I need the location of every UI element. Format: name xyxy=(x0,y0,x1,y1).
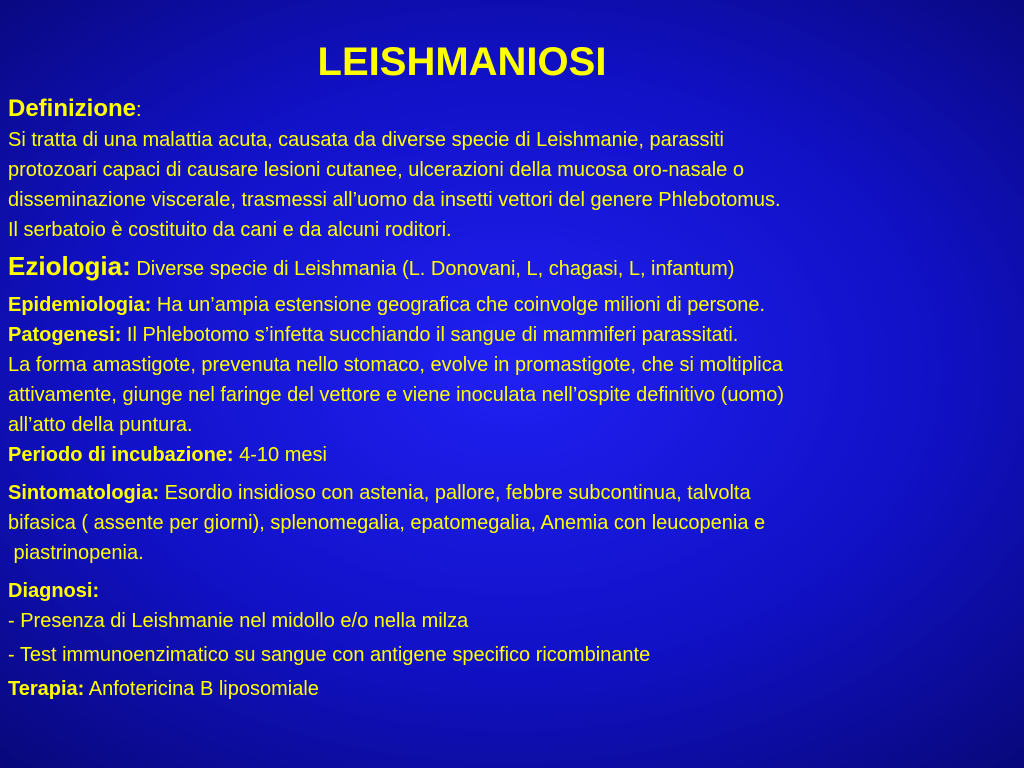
terapia-text: Anfotericina B liposomiale xyxy=(88,678,319,700)
definizione-colon: : xyxy=(136,99,142,121)
sintomatologia-heading: Sintomatologia: xyxy=(8,482,160,504)
definizione-heading-line xyxy=(8,94,1018,125)
definizione-heading: Definizione xyxy=(8,95,137,122)
epidemiologia-line xyxy=(8,290,1018,320)
incubazione-line xyxy=(8,440,1018,470)
incubazione-heading: Periodo di incubazione: xyxy=(8,444,234,466)
diagnosi-heading: Diagnosi: xyxy=(8,580,100,602)
definizione-line-1: Si tratta di una malattia acuta, causata da diverse specie di Leishmanie, parassiti xyxy=(8,129,724,151)
diagnosi-line xyxy=(8,576,1018,606)
diagnosi-item-2: - Test immunoenzimatico su sangue con antigene specifico ricombinante xyxy=(8,644,651,666)
slide-title xyxy=(0,38,924,86)
eziologia-text: Diverse specie di Leishmania (L. Donovani, L, chagasi, L, infantum) xyxy=(136,258,735,280)
incubazione-text: 4-10 mesi xyxy=(239,444,327,466)
sintomatologia-line-2: piastrinopenia. xyxy=(8,542,144,564)
epidemiologia-heading: Epidemiologia: xyxy=(8,294,152,316)
patogenesi-heading: Patogenesi: xyxy=(8,324,122,346)
definizione-line-4: Il serbatoio è costituito da cani e da alcuni roditori. xyxy=(8,219,452,241)
slide-title-text: LEISHMANIOSI xyxy=(317,40,607,84)
epidemiologia-text: Ha un’ampia estensione geografica che coinvolge milioni di persone. xyxy=(156,294,766,316)
sintomatologia-line xyxy=(8,478,1018,508)
definizione-line-2: protozoari capaci di causare lesioni cutanee, ulcerazioni della mucosa oro-nasale o xyxy=(8,159,744,181)
sintomatologia-text: Esordio insidioso con astenia, pallore, febbre subcontinua, talvolta xyxy=(164,482,751,504)
eziologia-line xyxy=(8,251,1018,284)
patogenesi-line-3: all’atto della puntura. xyxy=(8,414,193,436)
slide-content xyxy=(8,94,1018,704)
patogenesi-text: Il Phlebotomo s’infetta succhiando il sangue di mammiferi parassitati. xyxy=(126,324,739,346)
eziologia-heading: Eziologia: xyxy=(8,251,131,281)
terapia-line xyxy=(8,674,1018,704)
terapia-heading: Terapia: xyxy=(8,678,85,700)
patogenesi-line-2: attivamente, giunge nel faringe del vettore e viene inoculata nell’ospite definitivo (uomo) xyxy=(8,384,785,406)
patogenesi-line xyxy=(8,320,1018,350)
diagnosi-item-1: - Presenza di Leishmanie nel midollo e/o nella milza xyxy=(8,610,469,632)
sintomatologia-line-1: bifasica ( assente per giorni), splenomegalia, epatomegalia, Anemia con leucopenia e xyxy=(8,512,766,534)
definizione-line-3: disseminazione viscerale, trasmessi all’uomo da insetti vettori del genere Phlebotomus. xyxy=(8,189,781,211)
patogenesi-line-1: La forma amastigote, prevenuta nello stomaco, evolve in promastigote, che si moltiplica xyxy=(8,354,783,376)
